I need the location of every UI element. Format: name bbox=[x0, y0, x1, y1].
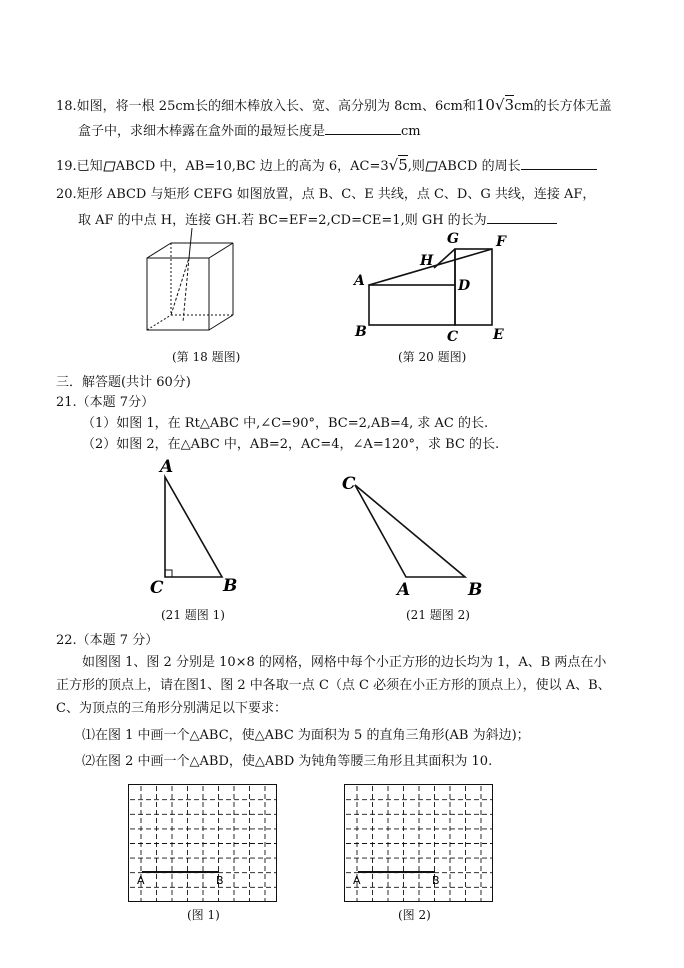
q22-heading: 22.（本题 7 分） bbox=[56, 633, 159, 648]
q20-line1: 20.矩形 ABCD 与矩形 CEFG 如图放置，点 B、C、E 共线，点 C、D、G 共线，连接 AF， bbox=[56, 187, 596, 202]
fig21-1-label-A: A bbox=[160, 457, 174, 477]
q18-radicand: 3 bbox=[504, 96, 515, 114]
grid-figure-1[interactable] bbox=[128, 784, 278, 904]
fig20-label-E: E bbox=[493, 327, 504, 343]
q19-text1: 19.已知 bbox=[56, 159, 103, 174]
sqrt-symbol: √ bbox=[494, 96, 505, 114]
parallelogram-icon bbox=[425, 159, 438, 174]
q20-line2 bbox=[78, 209, 557, 230]
grid2-caption: (图 2) bbox=[398, 908, 431, 922]
q19-text4: ABCD 的周长 bbox=[437, 159, 521, 174]
q18-text2: cm的长方体无盖 bbox=[514, 99, 612, 114]
fig18-box-diagram bbox=[140, 228, 250, 338]
fig21-1-right-triangle bbox=[140, 455, 250, 600]
q21-part2: （2）如图 2，在△ABC 中，AB=2，AC=4，∠A=120°，求 BC 的长. bbox=[82, 437, 500, 452]
q21-part1: （1）如图 1，在 Rt△ABC 中,∠C=90°，BC=2,AB=4, 求 AC 的长. bbox=[82, 416, 489, 431]
fig20-label-G: G bbox=[447, 231, 459, 247]
fig21-1-caption: (21 题图 1) bbox=[161, 608, 225, 622]
q20-answer-blank[interactable] bbox=[487, 209, 557, 224]
q19-text3: ,则 bbox=[407, 159, 425, 174]
fig20-label-H: H bbox=[420, 253, 434, 269]
grid1-border bbox=[129, 785, 277, 902]
q19-answer-blank[interactable] bbox=[521, 155, 597, 170]
q18-line1 bbox=[56, 96, 612, 116]
grid1-lines bbox=[130, 786, 276, 901]
q18-unit: cm bbox=[401, 124, 421, 139]
fig20-label-B: B bbox=[355, 324, 367, 340]
fig20-label-C: C bbox=[447, 329, 459, 345]
q22-para3: C、为顶点的三角形分别满足以下要求： bbox=[56, 701, 287, 716]
grid2-lines bbox=[346, 786, 492, 901]
sqrt-symbol: √ bbox=[388, 156, 399, 174]
fig20-label-A: A bbox=[354, 273, 365, 289]
grid1-caption: (图 1) bbox=[187, 908, 220, 922]
grid2-border bbox=[345, 785, 493, 902]
fig20-label-D: D bbox=[458, 278, 471, 294]
fig21-2-label-B: B bbox=[468, 580, 483, 600]
q18-text3: 盒子中，求细木棒露在盒外面的最短长度是 bbox=[78, 124, 326, 139]
grid1-label-A: A bbox=[137, 874, 145, 887]
q18-answer-blank[interactable] bbox=[325, 120, 401, 135]
fig21-2-obtuse-triangle bbox=[335, 470, 490, 600]
grid2-label-B: B bbox=[432, 874, 440, 887]
fig20-rect-diagram bbox=[350, 228, 520, 346]
fig21-2-label-C: C bbox=[342, 474, 356, 494]
q18-coef: 10 bbox=[475, 96, 495, 114]
fig21-1-label-C: C bbox=[150, 578, 164, 598]
grid2-label-A: A bbox=[353, 874, 361, 887]
q22-sub1: ⑴在图 1 中画一个△ABC，使△ABC 为面积为 5 的直角三角形(AB 为斜边)； bbox=[82, 728, 530, 743]
q19-text2: ABCD 中，AB=10,BC 边上的高为 6，AC=3 bbox=[115, 159, 389, 174]
q22-para2: 正方形的顶点上，请在图1、图 2 中各取一点 C（点 C 必须在小正方形的顶点上），使以 A、B、 bbox=[56, 678, 611, 693]
parallelogram-icon bbox=[103, 159, 116, 174]
grid1-label-B: B bbox=[216, 874, 224, 887]
fig18-caption: (第 18 题图) bbox=[172, 350, 241, 364]
q21-heading: 21.（本题 7分） bbox=[56, 395, 155, 410]
fig21-1-label-B: B bbox=[223, 576, 238, 596]
q19-line bbox=[56, 155, 597, 176]
q18-line2 bbox=[78, 120, 421, 141]
fig20-label-F: F bbox=[496, 234, 506, 250]
fig20-caption: (第 20 题图) bbox=[398, 350, 467, 364]
q19-radicand: 5 bbox=[398, 156, 408, 174]
q22-sub2: ⑵在图 2 中画一个△ABD，使△ABD 为钝角等腰三角形且其面积为 10. bbox=[82, 754, 493, 769]
fig21-2-caption: (21 题图 2) bbox=[406, 608, 470, 622]
grid-figure-2[interactable] bbox=[344, 784, 494, 904]
q20-text: 取 AF 的中点 H，连接 GH.若 BC=EF=2,CD=CE=1,则 GH 的长为 bbox=[78, 213, 487, 228]
fig21-2-label-A: A bbox=[397, 580, 411, 600]
q22-para1: 如图图 1、图 2 分别是 10×8 的网格，网格中每个小正方形的边长均为 1，A、B 两点在小 bbox=[82, 655, 607, 670]
q18-text1: 18.如图，将一根 25cm长的细木棒放入长、宽、高分别为 8cm、6cm和 bbox=[56, 99, 476, 114]
section-3-heading: 三．解答题(共计 60分) bbox=[56, 375, 191, 390]
